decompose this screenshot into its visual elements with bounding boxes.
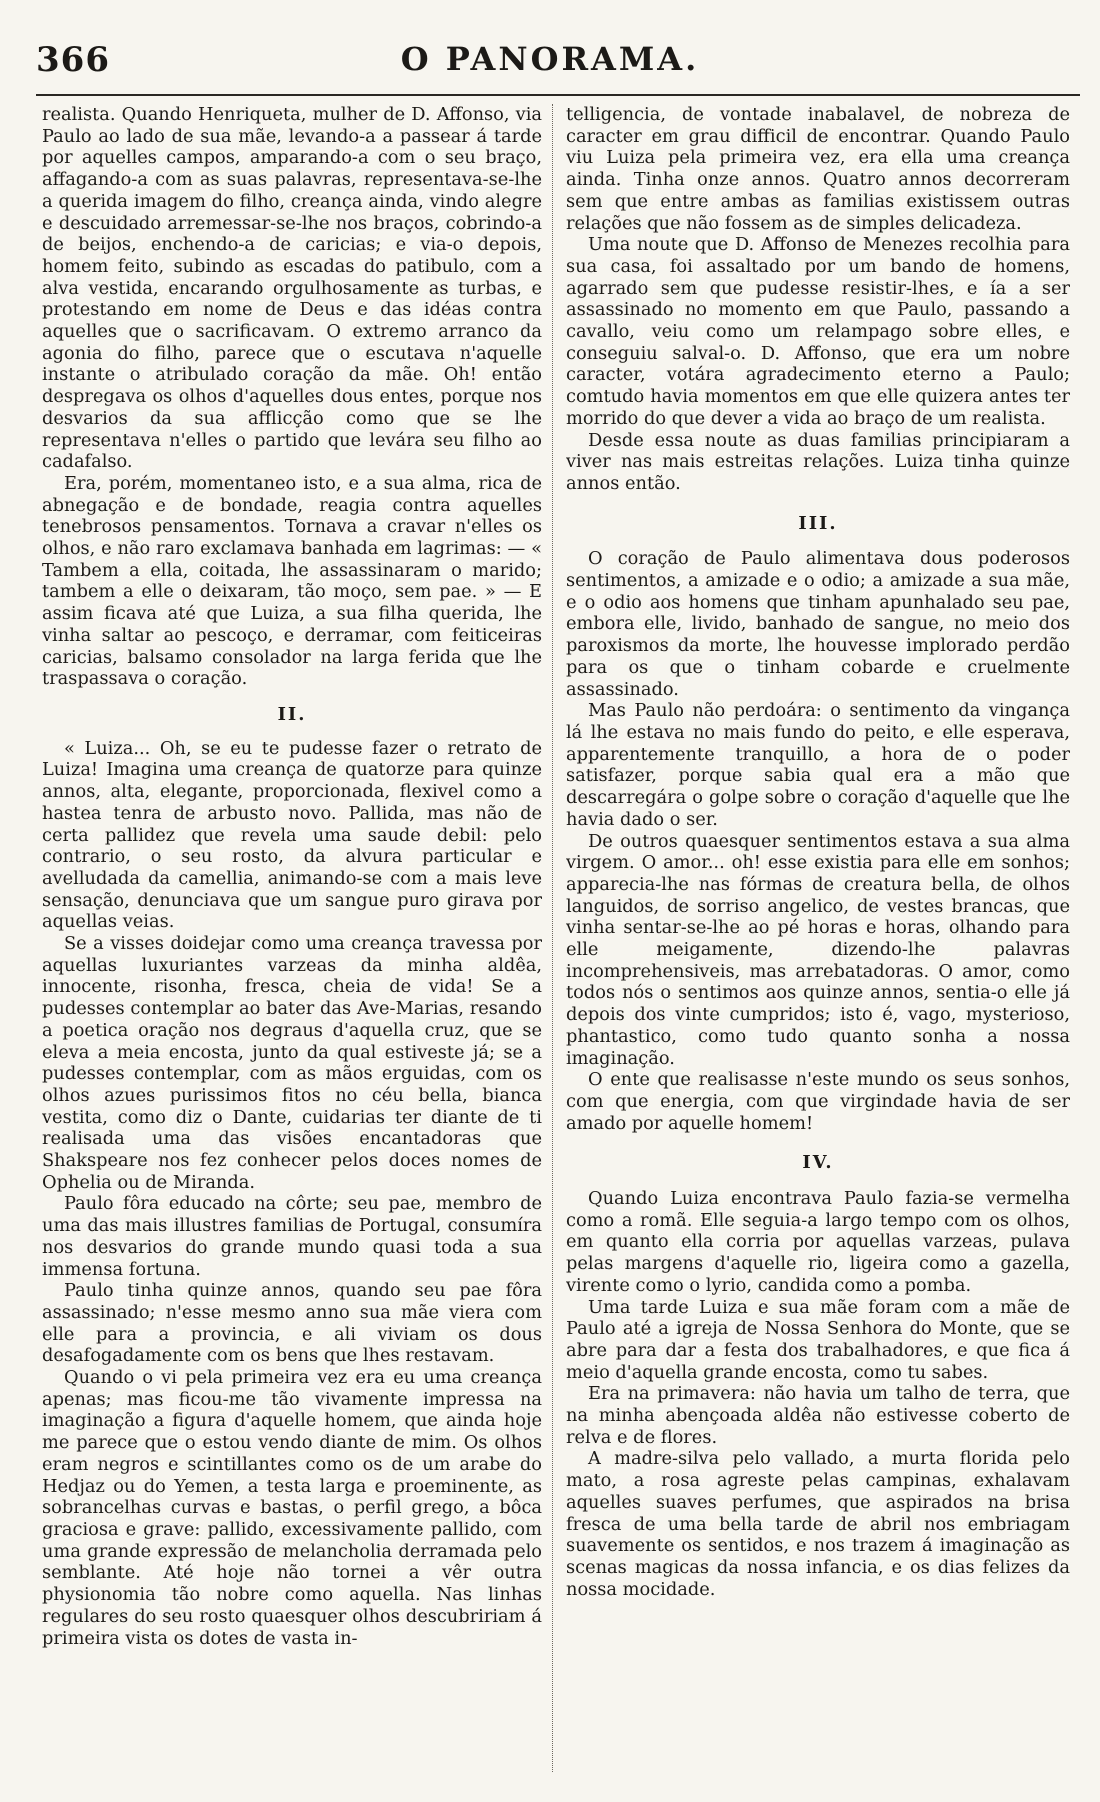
paragraph: A madre-silva pelo vallado, a murta florida pelo mato, a rosa agreste pelas campinas, exhalavam aquelles suaves perfumes, que aspirados na brisa fresca de uma bella tarde de abril nos embriagam suavemente os sentidos, e nos trazem á imaginação as scenas magicas da nossa infancia, e os dias felizes da nossa mocidade. [566,1448,1070,1600]
paragraph: telligencia, de vontade inabalavel, de nobreza de caracter em grau difficil de encontrar. Quando Paulo viu Luiza pela primeira vez, era ella uma creança ainda. Tinha onze annos. Quatro annos decorreram sem que entre ambas as familias existissem outras relações que não fossem as de simples delicadeza. [566,104,1070,234]
paragraph: « Luiza... Oh, se eu te pudesse fazer o retrato de Luiza! Imagina uma creança de quatorze para quinze annos, alta, elegante, proporcionada, flexivel como a hastea tenra de arbusto novo. Pallida, mas não de certa pallidez que revela uma saude debil: pelo contrario, o seu rosto, da alvura particular e avelludada da camellia, animando-se com a mais leve sensação, denunciava que um sangue puro girava por aquellas veias. [42,737,542,933]
paragraph: Desde essa noute as duas familias principiaram a viver nas mais estreitas relações. Luiza tinha quinze annos então. [566,429,1070,494]
paragraph: Quando Luiza encontrava Paulo fazia-se vermelha como a romã. Elle seguia-a largo tempo com os olhos, em quanto ella corria por aquellas varzeas, pulava pelas margens d'aquelle rio, ligeira como a gazella, virente como o lyrio, candida como a pomba. [566,1188,1070,1296]
section-heading-iii: III. [798,512,838,534]
paragraph: realista. Quando Henriqueta, mulher de D. Affonso, via Paulo ao lado de sua mãe, levando-a a passear á tarde por aquelles campos, amparando-a com o seu braço, affagando-a com as suas palavras, representava-se-lhe a querida imagem do filho, creança ainda, vindo alegre e descuidado arremessar-se-lhe nos braços, cobrindo-a de beijos, enchendo-a de caricias; e via-o depois, homem feito, subindo as escadas do patibulo, com a alva vestida, encarando orgulhosamente as turbas, e protestando em nome de Deus e das idéas contra aquelles que o sacrificavam. O extremo arranco da agonia do filho, parece que o escutava n'aquelle instante o atribulado coração da mãe. Oh! então despregava os olhos d'aquelles dous entes, porque nos desvarios da sua afflicção como que se lhe representava n'elles o partido que levára seu filho ao cadafalso. [42,104,542,473]
column-divider [552,104,553,1772]
paragraph: Mas Paulo não perdoára: o sentimento da vingança lá lhe estava no mais fundo do peito, e elle esperava, apparentemente tranquillo, a hora de o poder satisfazer, porque sabia qual era a mão que descarregára o golpe sobre o coração d'aquelle que lhe havia dado o ser. [566,700,1070,830]
section-heading-ii: II. [277,703,307,725]
paragraph: Era, porém, momentaneo isto, e a sua alma, rica de abnegação e de bondade, reagia contra aquelles tenebrosos pensamentos. Tornava a cravar n'elles os olhos, e não raro exclamava banhada em lagrimas: — « Tambem a ella, coitada, lhe assassinaram o marido; tambem a elle o deixaram, tão moço, sem pae. » — E assim ficava até que Luiza, a sua filha querida, lhe vinha saltar ao pescoço, e derramar, com feiticeiras caricias, balsamo consolador na larga ferida que lhe traspassava o coração. [42,472,542,690]
left-column [42,104,542,1772]
paragraph: Uma noute que D. Affonso de Menezes recolhia para sua casa, foi assaltado por um bando de homens, agarrado sem que pudesse resistir-lhes, e ía a ser assassinado no momento em que Paulo, passando a cavallo, veiu como um relampago sobre elles, e conseguiu salval-o. D. Affonso, que era um nobre caracter, votára agradecimento eterno a Paulo; comtudo havia momentos em que elle quizera antes ter morrido do que dever a vida ao braço de um realista. [566,234,1070,429]
paragraph: O coração de Paulo alimentava dous poderosos sentimentos, a amizade e o odio; a amizade a sua mãe, e o odio aos homens que tinham apunhalado seu pae, embora elle, livido, banhado de sangue, no meio dos paroxismos da morte, lhe houvesse implorado perdão para os que o tinham cobarde e cruelmente assassinado. [566,548,1070,700]
right-column [566,104,1070,1772]
paragraph: Paulo tinha quinze annos, quando seu pae fôra assassinado; n'esse mesmo anno sua mãe viera com elle para a provincia, e ali viviam os dous desafogadamente com os bens que lhes restavam. [42,1280,542,1367]
paragraph: Era na primavera: não havia um talho de terra, que na minha abençoada aldêa não estivesse coberto de relva e de flores. [566,1383,1070,1448]
paragraph: Se a visses doidejar como uma creança travessa por aquellas luxuriantes varzeas da minha aldêa, innocente, risonha, fresca, cheia de vida! Se a pudesses contemplar ao bater das Ave-Marias, resando a poetica oração nos degraus d'aquella cruz, que se eleva a meia encosta, junto da qual estiveste já; se a pudesses contemplar, com as mãos erguidas, com os olhos azues purissimos fitos no céu bella, bianca vestita, como diz o Dante, cuidarias ter diante de ti realisada uma das visões encantadoras que Shakspeare nos fez conhecer pelos doces nomes de Ophelia ou de Miranda. [42,933,542,1193]
header-rule [36,94,1080,96]
paragraph: O ente que realisasse n'este mundo os seus sonhos, com que energia, com que virgindade havia de ser amado por aquelle homem! [566,1069,1070,1134]
paragraph: Uma tarde Luiza e sua mãe foram com a mãe de Paulo até a igreja de Nossa Senhora do Monte, que se abre para dar a festa dos trabalhadores, e que fica á meio d'aquella grande encosta, como tu sabes. [566,1296,1070,1383]
paragraph: De outros quaesquer sentimentos estava a sua alma virgem. O amor... oh! esse existia para elle em sonhos; apparecia-lhe nas fórmas de creatura bella, de olhos languidos, de sorriso angelico, de vestes brancas, que vinha sentar-se-lhe ao pé horas e horas, olhando para elle meigamente, dizendo-lhe palavras incomprehensiveis, mas arrebatadoras. O amor, como todos nós o sentimos aos quinze annos, sentia-o elle já depois dos vinte cumpridos; isto é, vago, mysterioso, phantastico, como tudo quanto sonha a nossa imaginação. [566,830,1070,1069]
section-heading-iv: IV. [802,1152,834,1174]
paragraph: Quando o vi pela primeira vez era eu uma creança apenas; mas ficou-me tão vivamente impressa na imaginação a figura d'aquelle homem, que ainda hoje me parece que o estou vendo diante de mim. Os olhos eram negros e scintillantes como os de um arabe do Hedjaz ou do Yemen, a testa larga e proeminente, as sobrancelhas curvas e bastas, o perfil grego, a bôca graciosa e grave: pallido, excessivamente pallido, com uma grande expressão de melancholia derramada pelo semblante. Até hoje não tornei a vêr outra physionomia tão nobre como aquella. Nas linhas regulares do seu rosto quaesquer olhos descubririam á primeira vista os dotes de vasta in- [42,1367,542,1649]
page-number: 366 [36,40,110,80]
paragraph: Paulo fôra educado na côrte; seu pae, membro de uma das mais illustres familias de Portugal, consumíra nos desvarios do grande mundo quasi toda a sua immensa fortuna. [42,1193,542,1280]
journal-title: O PANORAMA. [400,40,700,78]
